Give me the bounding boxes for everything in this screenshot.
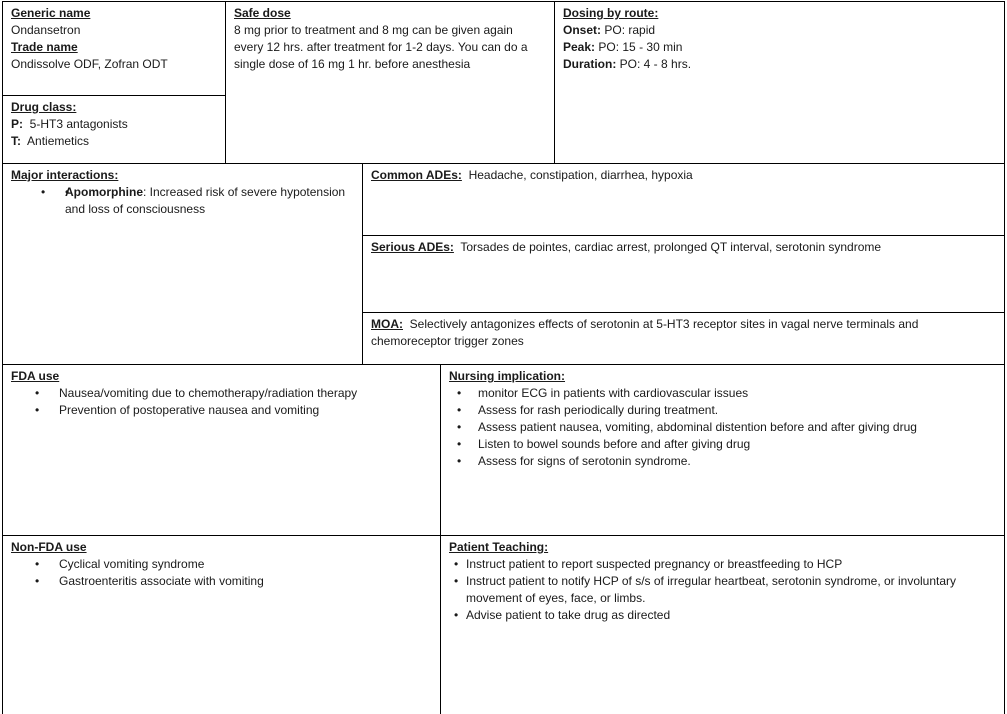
trade-name-heading: Trade name	[11, 40, 78, 54]
fda-use-heading: FDA use	[11, 369, 60, 383]
nursing-item: • monitor ECG in patients with cardiovascular issues	[457, 386, 749, 400]
safe-dose-heading: Safe dose	[234, 6, 291, 20]
nursing-item: • Assess for rash periodically during treatment.	[457, 403, 719, 417]
fda-use-cell	[3, 365, 440, 419]
nursing-item: • Listen to bowel sounds before and after giving drug	[457, 437, 751, 451]
generic-name-value: Ondansetron	[11, 23, 81, 37]
non-fda-use-item: • Gastroenteritis associate with vomiting	[35, 574, 264, 588]
teaching-item: • Instruct patient to report suspected pregnancy or breastfeeding to HCP	[454, 557, 843, 571]
safe-dose-line: 8 mg prior to treatment and 8 mg can be given again	[234, 23, 513, 37]
dosing-peak: Peak: PO: 15 - 30 min	[563, 40, 683, 54]
non-fda-use-heading: Non-FDA use	[11, 540, 87, 554]
major-interactions-heading: Major interactions:	[11, 168, 119, 182]
safe-dose-line: single dose of 16 mg 1 hr. before anesthesia	[234, 57, 471, 71]
dosing-onset: Onset: PO: rapid	[563, 23, 656, 37]
moa-heading: MOA:	[371, 317, 403, 331]
therapeutic-class: T: Antiemetics	[11, 134, 90, 148]
common-ades-cell	[363, 164, 1004, 184]
dosing-duration: Duration: PO: 4 - 8 hrs.	[563, 57, 692, 71]
serious-ades-text: Torsades de pointes, cardiac arrest, prolonged QT interval, serotonin syndrome	[460, 240, 882, 254]
dosing-cell	[555, 2, 1004, 73]
moa-cell	[363, 313, 1004, 350]
drug-class-heading: Drug class:	[11, 100, 77, 114]
trade-name-value: Ondissolve ODF, Zofran ODT	[11, 57, 168, 71]
fda-use-item: • Prevention of postoperative nausea and vomiting	[35, 403, 320, 417]
serious-ades-heading: Serious ADEs:	[371, 240, 454, 254]
nursing-item: • Assess for signs of serotonin syndrome.	[457, 454, 691, 468]
interaction-item: • • Apomorphine: Increased risk of severe hypotension and loss of consciousness	[65, 184, 356, 218]
non-fda-use-cell	[3, 536, 440, 590]
moa-text-2: chemoreceptor trigger zones	[371, 334, 524, 348]
patient-teaching-cell	[441, 536, 1004, 624]
major-interactions-cell	[3, 164, 362, 218]
patient-teaching-heading: Patient Teaching:	[449, 540, 549, 554]
safe-dose-cell	[226, 2, 554, 73]
nursing-cell	[441, 365, 1004, 470]
generic-name-cell	[3, 2, 225, 73]
nursing-heading: Nursing implication:	[449, 369, 566, 383]
safe-dose-line: every 12 hrs. after treatment for 1-2 days. You can do a	[234, 40, 528, 54]
teaching-item: • Advise patient to take drug as directed	[454, 608, 671, 622]
drug-class-cell	[3, 96, 225, 150]
teaching-item: • Instruct patient to notify HCP of s/s of irregular heartbeat, serotonin syndrome, or involuntary movement of eyes, face, or limbs.	[454, 574, 957, 605]
pharmacologic-class: P: 5-HT3 antagonists	[11, 117, 128, 131]
border-right	[1004, 1, 1005, 714]
fda-use-item: • Nausea/vomiting due to chemotherapy/radiation therapy	[35, 386, 358, 400]
nursing-item: • Assess patient nausea, vomiting, abdominal distention before and after giving drug	[457, 420, 917, 434]
non-fda-use-item: • Cyclical vomiting syndrome	[35, 557, 205, 571]
generic-name-heading: Generic name	[11, 6, 91, 20]
common-ades-text: Headache, constipation, diarrhea, hypoxia	[468, 168, 693, 182]
common-ades-heading: Common ADEs:	[371, 168, 462, 182]
dosing-heading: Dosing by route:	[563, 6, 659, 20]
moa-text-1: Selectively antagonizes effects of serotonin at 5-HT3 receptor sites in vagal nerve terminals and	[409, 317, 919, 331]
serious-ades-cell	[363, 236, 1004, 256]
